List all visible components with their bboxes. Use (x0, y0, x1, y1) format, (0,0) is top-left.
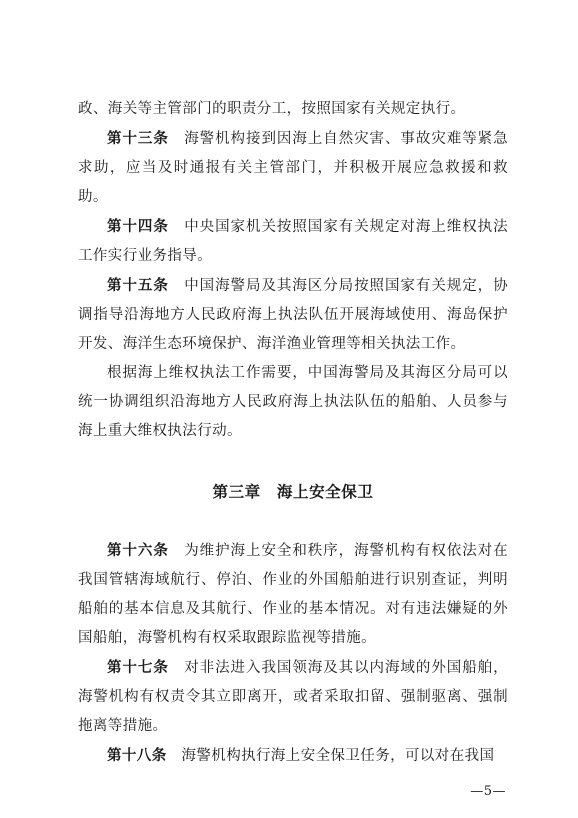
article-text: 海警机构执行海上安全保卫任务，可以对在我国 (166, 748, 495, 764)
article-number: 第十三条 (107, 130, 169, 147)
article-text: 对非法进入我国领海及其以内海域的外国船舶，海警机构有权责令其立即离开，或者采取扣留、强制驱离、强制拖离等措施。 (78, 660, 508, 734)
article-number: 第十六条 (107, 542, 169, 559)
article-18 (78, 741, 508, 771)
article-15-paragraph-2 (78, 359, 508, 446)
article-text: 海警机构接到因海上自然灾害、事故灾难等紧急求助，应当及时通报有关主管部门，并积极开展应急救援和救助。 (78, 131, 508, 205)
article-16 (78, 536, 508, 653)
paragraph-continuation (78, 95, 508, 124)
paragraph-text: 政、海关等主管部门的职责分工，按照国家有关规定执行。 (78, 101, 466, 117)
document-body (78, 95, 508, 771)
paragraph-text: 根据海上维权执法工作需要，中国海警局及其海区分局可以统一协调组织沿海地方人民政府海上执法队伍的船舶、人员参与海上重大维权执法行动。 (78, 365, 508, 439)
article-15 (78, 271, 508, 359)
article-13 (78, 124, 508, 212)
article-17 (78, 653, 508, 741)
article-number: 第十四条 (107, 218, 169, 235)
article-text: 中央国家机关按照国家有关规定对海上维权执法工作实行业务指导。 (78, 219, 508, 264)
article-text: 中国海警局及其海区分局按照国家有关规定，协调指导沿海地方人民政府海上执法队伍开展海域使用、海岛保护开发、海洋生态环境保护、海洋渔业管理等相关执法工作。 (78, 278, 508, 352)
page-number: —5— (470, 784, 506, 799)
article-number: 第十七条 (107, 659, 169, 676)
article-14 (78, 212, 508, 271)
article-number: 第十八条 (107, 747, 167, 764)
chapter-title: 第三章 海上安全保卫 (212, 482, 374, 501)
article-text: 为维护海上安全和秩序，海警机构有权依法对在我国管辖海域航行、停泊、作业的外国船舶进行识别查证，判明船舶的基本信息及其航行、作业的基本情况。对有违法嫌疑的外国船舶，海警机构有权采取跟踪监视等措施。 (78, 543, 508, 646)
article-number: 第十五条 (107, 277, 169, 294)
